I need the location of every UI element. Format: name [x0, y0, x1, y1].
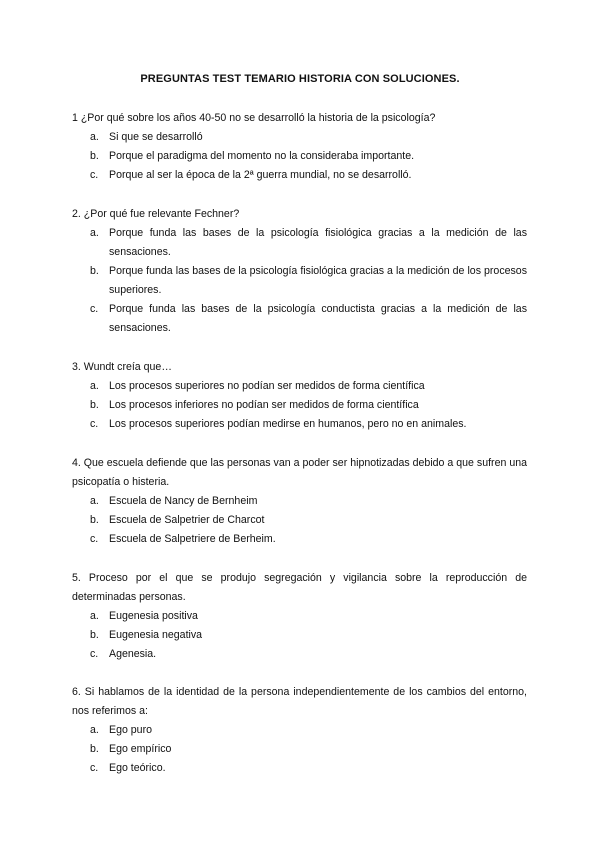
option-text: Porque al ser la época de la 2ª guerra mundial, no se desarrolló.	[109, 169, 412, 181]
option-text: Porque funda las bases de la psicología fisiológica gracias a la medición de los procesos superiores.	[109, 265, 527, 296]
option-letter: c.	[90, 303, 99, 315]
question-2	[72, 205, 527, 338]
option-text: Escuela de Salpetrier de Charcot	[109, 514, 265, 526]
option-c	[72, 530, 527, 549]
option-text: Eugenesia positiva	[109, 610, 198, 622]
option-text: Escuela de Nancy de Bernheim	[109, 495, 258, 507]
option-text: Porque el paradigma del momento no la consideraba importante.	[109, 150, 415, 162]
option-b	[72, 396, 527, 415]
option-text: Porque funda las bases de la psicología conductista gracias a la medición de las sensaciones.	[109, 303, 527, 334]
question-5	[72, 569, 527, 664]
option-letter: b.	[90, 743, 99, 755]
options-list	[72, 377, 527, 434]
option-b	[72, 626, 527, 645]
question-6	[72, 683, 527, 778]
option-b	[72, 511, 527, 530]
options-list	[72, 492, 527, 549]
option-a	[72, 128, 527, 147]
option-c	[72, 645, 527, 664]
question-text: 3. Wundt creía que…	[72, 361, 172, 373]
option-c	[72, 415, 527, 434]
option-letter: b.	[90, 150, 99, 162]
option-letter: b.	[90, 399, 99, 411]
option-letter: a.	[90, 610, 99, 622]
question-3	[72, 358, 527, 434]
option-text: Agenesia.	[109, 648, 157, 660]
options-list	[72, 721, 527, 778]
option-text: Eugenesia negativa	[109, 629, 203, 641]
option-text: Los procesos superiores no podían ser medidos de forma científica	[109, 380, 425, 392]
option-b	[72, 262, 527, 300]
question-text: 6. Si hablamos de la identidad de la persona independientemente de los cambios del entorno, nos referimos a:	[72, 686, 527, 717]
options-list	[72, 607, 527, 664]
option-letter: a.	[90, 227, 99, 239]
option-letter: b.	[90, 265, 99, 277]
option-c	[72, 300, 527, 338]
option-b	[72, 740, 527, 759]
option-b	[72, 147, 527, 166]
option-letter: a.	[90, 724, 99, 736]
option-letter: a.	[90, 131, 99, 143]
option-letter: c.	[90, 533, 99, 545]
option-a	[72, 492, 527, 511]
option-text: Ego teórico.	[109, 762, 166, 774]
question-text: 4. Que escuela defiende que las personas van a poder ser hipnotizadas debido a que sufren una psicopatía o histeria.	[72, 457, 527, 488]
option-letter: b.	[90, 514, 99, 526]
option-letter: c.	[90, 418, 99, 430]
options-list	[72, 224, 527, 338]
option-letter: c.	[90, 762, 99, 774]
document-title: PREGUNTAS TEST TEMARIO HISTORIA CON SOLUCIONES.	[140, 73, 460, 85]
option-c	[72, 166, 527, 185]
option-a	[72, 224, 527, 262]
option-letter: b.	[90, 629, 99, 641]
question-text: 5. Proceso por el que se produjo segregación y vigilancia sobre la reproducción de determinadas personas.	[72, 572, 527, 603]
option-letter: c.	[90, 169, 99, 181]
option-text: Los procesos inferiores no podían ser medidos de forma científica	[109, 399, 419, 411]
option-a	[72, 721, 527, 740]
options-list	[72, 128, 527, 185]
option-text: Ego puro	[109, 724, 152, 736]
option-c	[72, 759, 527, 778]
option-text: Ego empírico	[109, 743, 172, 755]
question-text: 2. ¿Por qué fue relevante Fechner?	[72, 208, 240, 220]
option-text: Porque funda las bases de la psicología fisiológica gracias a la medición de las sensaciones.	[109, 227, 527, 258]
question-1	[72, 109, 527, 185]
option-text: Escuela de Salpetriere de Berheim.	[109, 533, 276, 545]
question-text: 1 ¿Por qué sobre los años 40-50 no se desarrolló la historia de la psicología?	[72, 112, 436, 124]
option-letter: a.	[90, 380, 99, 392]
option-text: Los procesos superiores podían medirse en humanos, pero no en animales.	[109, 418, 467, 430]
option-a	[72, 607, 527, 626]
option-a	[72, 377, 527, 396]
question-4	[72, 454, 527, 549]
option-text: Si que se desarrolló	[109, 131, 203, 143]
option-letter: a.	[90, 495, 99, 507]
option-letter: c.	[90, 648, 99, 660]
